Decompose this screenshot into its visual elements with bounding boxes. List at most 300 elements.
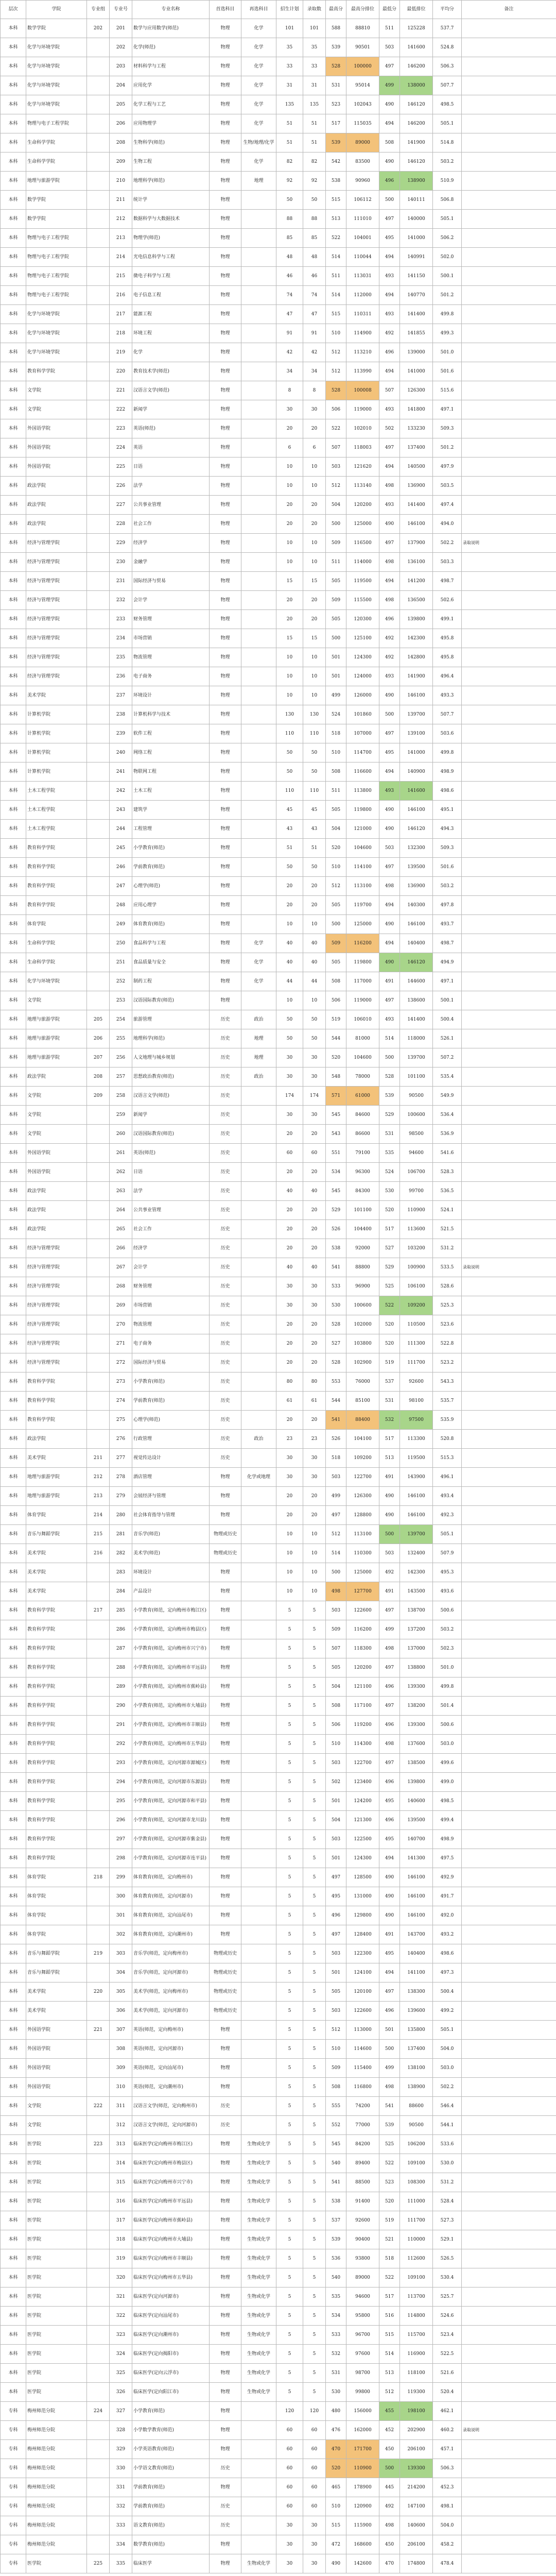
table-cell: 139800 xyxy=(400,1773,433,1792)
table-cell: 470 xyxy=(379,2554,400,2573)
table-cell: 33 xyxy=(303,57,326,76)
table-cell: 503.2 xyxy=(433,1620,462,1639)
table-cell: 建筑学 xyxy=(132,801,210,820)
table-cell: 242 xyxy=(110,782,132,801)
table-cell: 本科 xyxy=(1,2059,26,2078)
table-cell xyxy=(462,286,556,305)
table-cell: 77000 xyxy=(346,2116,379,2135)
table-cell: 本科 xyxy=(1,1487,26,1506)
table-cell xyxy=(87,2383,110,2402)
table-cell: 140400 xyxy=(400,1944,433,1963)
table-cell: 10 xyxy=(276,991,303,1010)
table-cell: 128500 xyxy=(346,1868,379,1887)
table-cell: 141800 xyxy=(400,400,433,419)
table-cell: 5 xyxy=(303,1792,326,1811)
table-cell: 5 xyxy=(276,1868,303,1887)
table-cell: 267 xyxy=(110,1258,132,1277)
table-cell xyxy=(87,2478,110,2497)
table-cell: 118300 xyxy=(346,1639,379,1658)
table-cell: 506 xyxy=(326,991,346,1010)
table-cell: 网络工程 xyxy=(132,743,210,762)
table-cell: 外国语学院 xyxy=(26,1163,87,1182)
table-cell: 588 xyxy=(326,19,346,38)
table-row xyxy=(1,1048,556,1067)
table-cell: 土木工程学院 xyxy=(26,782,87,801)
table-cell: 505 xyxy=(326,572,346,591)
table-cell: 15 xyxy=(276,629,303,648)
table-cell: 国际经济与贸易 xyxy=(132,1353,210,1372)
table-cell xyxy=(241,1106,276,1125)
table-cell: 505.1 xyxy=(433,114,462,133)
table-cell: 490 xyxy=(379,953,400,972)
table-cell: 534 xyxy=(326,1163,346,1182)
table-cell: 91 xyxy=(276,324,303,343)
table-cell xyxy=(87,172,110,191)
table-cell: 外国语学院 xyxy=(26,419,87,438)
table-cell xyxy=(462,1182,556,1201)
table-cell: 临床医学(定向梅州市大埔县) xyxy=(132,2230,210,2249)
table-cell: 522 xyxy=(326,419,346,438)
table-cell xyxy=(87,991,110,1010)
table-cell: 51 xyxy=(276,114,303,133)
table-cell: 258 xyxy=(110,1087,132,1106)
table-row xyxy=(1,1087,556,1106)
table-cell: 5 xyxy=(303,2021,326,2040)
table-cell: 医学院 xyxy=(26,2135,87,2154)
table-cell: 15 xyxy=(303,629,326,648)
table-cell: 139700 xyxy=(400,705,433,724)
table-row xyxy=(1,2535,556,2554)
table-cell: 35 xyxy=(303,38,326,57)
table-cell: 专科 xyxy=(1,2554,26,2573)
table-cell: 146100 xyxy=(400,1906,433,1925)
table-cell xyxy=(87,1411,110,1430)
table-row xyxy=(1,2287,556,2307)
table-cell: 31 xyxy=(303,76,326,95)
table-cell: 552 xyxy=(326,2116,346,2135)
table-cell: 历史 xyxy=(210,1201,241,1220)
table-row xyxy=(1,2021,556,2040)
table-cell: 504.0 xyxy=(433,2040,462,2059)
table-cell: 520.4 xyxy=(433,2383,462,2402)
table-cell: 232 xyxy=(110,591,132,610)
table-row xyxy=(1,400,556,419)
table-cell xyxy=(241,1525,276,1544)
table-cell: 509 xyxy=(326,591,346,610)
table-cell: 137600 xyxy=(400,1735,433,1754)
table-cell: 本科 xyxy=(1,2154,26,2173)
table-cell: 490 xyxy=(379,915,400,934)
table-row xyxy=(1,133,556,152)
table-cell: 临床医学(定向梅州市平远县) xyxy=(132,2192,210,2211)
table-cell: 507.7 xyxy=(433,705,462,724)
table-cell: 316 xyxy=(110,2192,132,2211)
table-cell: 146100 xyxy=(400,1868,433,1887)
table-row xyxy=(1,2459,556,2478)
table-row xyxy=(1,2078,556,2097)
table-cell: 84600 xyxy=(346,1106,379,1125)
table-cell: 496 xyxy=(379,610,400,629)
table-cell: 138900 xyxy=(400,2078,433,2097)
table-cell: 117000 xyxy=(346,972,379,991)
table-cell: 物理 xyxy=(210,858,241,877)
table-cell: 本科 xyxy=(1,1048,26,1067)
table-cell: 本科 xyxy=(1,1716,26,1735)
table-row xyxy=(1,2002,556,2021)
table-cell: 本科 xyxy=(1,610,26,629)
table-cell: 本科 xyxy=(1,1220,26,1239)
table-cell: 496 xyxy=(379,1677,400,1697)
table-cell xyxy=(241,1620,276,1639)
table-cell xyxy=(462,1716,556,1735)
table-cell: 85 xyxy=(303,229,326,248)
table-cell: 534 xyxy=(326,2307,346,2326)
table-cell: 497 xyxy=(379,1601,400,1620)
table-cell xyxy=(87,801,110,820)
table-cell: 520 xyxy=(326,1048,346,1067)
table-cell: 英语 xyxy=(132,438,210,457)
table-cell: 116600 xyxy=(346,762,379,782)
table-cell: 124200 xyxy=(346,1792,379,1811)
table-cell: 本科 xyxy=(1,1144,26,1163)
table-cell: 509 xyxy=(326,1620,346,1639)
table-cell: 217 xyxy=(110,305,132,324)
table-cell: 医学院 xyxy=(26,2192,87,2211)
table-cell xyxy=(241,1849,276,1868)
table-cell: 10 xyxy=(303,534,326,553)
table-cell: 本科 xyxy=(1,400,26,419)
table-cell: 外国语学院 xyxy=(26,2059,87,2078)
table-cell: 74 xyxy=(276,286,303,305)
table-cell: 526.5 xyxy=(433,2249,462,2268)
table-cell: 490 xyxy=(379,1868,400,1887)
table-cell: 516 xyxy=(379,2307,400,2326)
table-cell: 物理 xyxy=(210,2078,241,2097)
table-cell: 549.9 xyxy=(433,1087,462,1106)
table-cell: 5 xyxy=(303,1868,326,1887)
table-cell: 5 xyxy=(303,2154,326,2173)
table-cell: 本科 xyxy=(1,1811,26,1830)
table-cell: 324 xyxy=(110,2345,132,2364)
table-cell: 500 xyxy=(326,629,346,648)
table-cell: 5 xyxy=(276,1658,303,1677)
table-cell: 外国语学院 xyxy=(26,2078,87,2097)
table-cell: 历史 xyxy=(210,1067,241,1087)
table-cell: 地理与旅游学院 xyxy=(26,1487,87,1506)
table-cell xyxy=(241,1563,276,1582)
table-cell: 541 xyxy=(326,1258,346,1277)
table-cell: 527 xyxy=(326,1334,346,1353)
table-cell xyxy=(462,1392,556,1411)
table-cell: 本科 xyxy=(1,782,26,801)
table-cell: 本科 xyxy=(1,1620,26,1639)
table-cell: 494 xyxy=(379,457,400,477)
table-cell: 501.4 xyxy=(433,1697,462,1716)
table-cell: 40 xyxy=(303,953,326,972)
table-cell: 507 xyxy=(326,1639,346,1658)
table-cell: 60 xyxy=(303,2478,326,2497)
table-cell: 530 xyxy=(379,1182,400,1201)
table-cell: 542 xyxy=(326,152,346,172)
table-cell: 临床医学(定向梅州市梅县区) xyxy=(132,2154,210,2173)
table-cell: 本科 xyxy=(1,1430,26,1449)
table-cell: 138200 xyxy=(400,1697,433,1716)
table-cell xyxy=(241,896,276,915)
table-cell: 90400 xyxy=(346,2230,379,2249)
table-cell: 10 xyxy=(276,667,303,686)
table-cell: 499.8 xyxy=(433,1677,462,1697)
table-cell: 体育学院 xyxy=(26,1887,87,1906)
table-cell: 500 xyxy=(379,1048,400,1067)
table-cell xyxy=(241,286,276,305)
table-cell: 本科 xyxy=(1,953,26,972)
table-cell xyxy=(462,762,556,782)
table-cell: 20 xyxy=(303,610,326,629)
table-cell: 146120 xyxy=(400,820,433,839)
table-cell: 5 xyxy=(303,1601,326,1620)
table-cell: 540 xyxy=(326,2268,346,2287)
table-cell: 111700 xyxy=(400,1353,433,1372)
table-cell: 5 xyxy=(276,1792,303,1811)
table-cell: 212 xyxy=(110,210,132,229)
table-cell: 20 xyxy=(303,1506,326,1525)
table-cell: 物理 xyxy=(210,553,241,572)
table-cell: 物理 xyxy=(210,705,241,724)
table-cell: 512 xyxy=(379,2383,400,2402)
table-cell: 5 xyxy=(276,1925,303,1944)
table-cell xyxy=(87,2078,110,2097)
table-cell: 241 xyxy=(110,762,132,782)
table-cell: 20 xyxy=(303,496,326,515)
table-cell xyxy=(462,248,556,267)
table-cell xyxy=(87,1849,110,1868)
table-cell xyxy=(241,2516,276,2535)
table-cell: 230 xyxy=(110,553,132,572)
table-cell: 34 xyxy=(276,362,303,381)
table-cell: 生物或化学 xyxy=(241,2135,276,2154)
table-cell: 30 xyxy=(303,400,326,419)
table-cell: 5 xyxy=(303,1849,326,1868)
table-cell: 50 xyxy=(303,1010,326,1029)
table-cell: 数据科学与大数据技术 xyxy=(132,210,210,229)
table-cell: 学前教育(师范) xyxy=(132,2478,210,2497)
table-cell: 497 xyxy=(379,57,400,76)
table-row xyxy=(1,553,556,572)
table-cell: 208 xyxy=(87,1067,110,1087)
table-cell: 本科 xyxy=(1,896,26,915)
table-cell: 140770 xyxy=(400,286,433,305)
table-cell: 507 xyxy=(379,381,400,400)
table-cell: 174 xyxy=(303,1087,326,1106)
table-cell: 小学教育(师范) xyxy=(132,839,210,858)
table-cell xyxy=(241,267,276,286)
table-cell: 528 xyxy=(326,1353,346,1372)
table-cell: 汉语言文学(师范，定向梅州市) xyxy=(132,2097,210,2116)
table-cell: 206 xyxy=(110,114,132,133)
table-cell: 医学院 xyxy=(26,2287,87,2307)
table-cell: 专科 xyxy=(1,2478,26,2497)
table-cell xyxy=(87,724,110,743)
table-cell: 141100 xyxy=(400,1963,433,1982)
table-cell xyxy=(87,248,110,267)
table-cell: 497 xyxy=(379,1754,400,1773)
table-cell: 139500 xyxy=(400,1811,433,1830)
table-cell: 政治 xyxy=(241,1430,276,1449)
table-cell: 88800 xyxy=(346,1258,379,1277)
table-cell: 本科 xyxy=(1,1982,26,2002)
table-cell: 263 xyxy=(110,1182,132,1201)
table-cell: 临床医学(定向梅州市丰顺县) xyxy=(132,2249,210,2268)
table-cell: 497 xyxy=(379,1697,400,1716)
table-cell: 光电信息科学与工程 xyxy=(132,248,210,267)
table-cell: 本科 xyxy=(1,1411,26,1430)
table-cell: 478.4 xyxy=(433,2554,462,2573)
column-header: 学院 xyxy=(26,1,87,19)
table-cell: 133230 xyxy=(400,419,433,438)
table-cell xyxy=(87,2287,110,2307)
table-cell: 物理或历史 xyxy=(210,1944,241,1963)
table-cell: 物理或历史 xyxy=(210,1982,241,2002)
table-cell xyxy=(241,591,276,610)
table-cell: 76000 xyxy=(346,1372,379,1392)
table-cell: 501 xyxy=(326,1963,346,1982)
table-cell xyxy=(87,2268,110,2287)
table-cell: 507.9 xyxy=(433,1544,462,1563)
table-cell: 493 xyxy=(379,400,400,419)
table-cell: 139100 xyxy=(400,724,433,743)
table-cell: 美术学院 xyxy=(26,1449,87,1468)
table-cell: 本科 xyxy=(1,724,26,743)
table-cell: 504 xyxy=(326,820,346,839)
table-cell: 物理 xyxy=(210,1830,241,1849)
table-cell xyxy=(462,1697,556,1716)
table-cell: 临床医学(定向梅州市梅江区) xyxy=(132,2135,210,2154)
table-cell: 526 xyxy=(326,1430,346,1449)
table-cell: 梅州师范分院 xyxy=(26,2459,87,2478)
table-cell: 本科 xyxy=(1,648,26,667)
table-cell: 物理 xyxy=(210,839,241,858)
table-cell: 47 xyxy=(276,305,303,324)
table-cell xyxy=(462,2307,556,2326)
table-row xyxy=(1,95,556,114)
table-cell: 139300 xyxy=(400,2459,433,2478)
table-cell: 微电子科学与工程 xyxy=(132,267,210,286)
table-cell xyxy=(87,2516,110,2535)
table-cell xyxy=(87,2326,110,2345)
table-cell: 494 xyxy=(379,896,400,915)
table-cell: 历史 xyxy=(210,1353,241,1372)
table-cell: 30 xyxy=(303,1449,326,1468)
table-cell xyxy=(241,1201,276,1220)
table-cell: 141900 xyxy=(400,667,433,686)
table-cell xyxy=(462,629,556,648)
table-cell: 139700 xyxy=(400,1048,433,1067)
table-cell: 524.8 xyxy=(433,38,462,57)
table-cell: 139800 xyxy=(400,610,433,629)
table-row xyxy=(1,191,556,210)
table-cell: 313 xyxy=(110,2135,132,2154)
table-cell: 500.4 xyxy=(433,1010,462,1029)
table-cell: 法学 xyxy=(132,477,210,496)
table-cell: 历史 xyxy=(210,1296,241,1315)
table-cell: 536 xyxy=(326,2249,346,2268)
table-cell: 494.9 xyxy=(433,953,462,972)
table-cell: 113300 xyxy=(400,1430,433,1449)
table-cell: 61 xyxy=(276,1392,303,1411)
table-cell: 物理 xyxy=(210,1735,241,1754)
table-cell xyxy=(241,381,276,400)
table-cell: 23 xyxy=(276,1430,303,1449)
table-cell: 497.9 xyxy=(433,457,462,477)
table-cell: 138700 xyxy=(400,1601,433,1620)
table-cell xyxy=(87,648,110,667)
table-cell: 504 xyxy=(326,496,346,515)
table-cell xyxy=(87,1277,110,1296)
table-cell: 492 xyxy=(379,1563,400,1582)
table-cell: 261 xyxy=(110,1144,132,1163)
table-cell: 新闻学 xyxy=(132,1106,210,1125)
table-cell: 30 xyxy=(303,2535,326,2554)
table-cell: 财务管理 xyxy=(132,1277,210,1296)
table-cell: 教育科学学院 xyxy=(26,1697,87,1716)
table-row xyxy=(1,1792,556,1811)
table-cell xyxy=(462,1411,556,1430)
table-cell: 493.6 xyxy=(433,1582,462,1601)
table-cell: 88400 xyxy=(346,1411,379,1430)
table-cell: 141400 xyxy=(400,1010,433,1029)
table-cell: 美术学(师范，定向梅州市) xyxy=(132,1982,210,2002)
table-cell: 533 xyxy=(326,2326,346,2345)
table-cell xyxy=(87,1887,110,1906)
table-cell xyxy=(462,1067,556,1087)
table-cell: 500.6 xyxy=(433,1716,462,1735)
table-cell: 5 xyxy=(276,2040,303,2059)
table-cell: 录取说明 xyxy=(462,2421,556,2440)
table-cell: 5 xyxy=(276,2364,303,2383)
table-cell: 81000 xyxy=(346,1029,379,1048)
table-cell: 经济与管理学院 xyxy=(26,667,87,686)
table-cell: 539 xyxy=(326,133,346,152)
table-cell: 本科 xyxy=(1,915,26,934)
table-cell: 497.3 xyxy=(433,1963,462,1982)
table-cell: 物理 xyxy=(210,267,241,286)
table-cell: 物理 xyxy=(210,1925,241,1944)
table-cell: 46 xyxy=(303,267,326,286)
table-cell: 496 xyxy=(379,343,400,362)
table-cell: 515 xyxy=(326,191,346,210)
table-cell: 生命科学学院 xyxy=(26,152,87,172)
table-cell: 5 xyxy=(303,1754,326,1773)
table-row xyxy=(1,1277,556,1296)
table-cell: 494.3 xyxy=(433,820,462,839)
table-cell: 本科 xyxy=(1,1277,26,1296)
table-cell: 物理与电子工程学院 xyxy=(26,229,87,248)
table-row xyxy=(1,2135,556,2154)
table-cell: 162000 xyxy=(346,2421,379,2440)
table-cell: 文学院 xyxy=(26,1106,87,1125)
table-cell: 327 xyxy=(110,2402,132,2421)
table-cell: 79100 xyxy=(346,1144,379,1163)
table-cell: 120200 xyxy=(346,496,379,515)
table-cell: 物流管理 xyxy=(132,648,210,667)
table-cell: 本科 xyxy=(1,286,26,305)
table-row xyxy=(1,782,556,801)
table-cell: 环境设计 xyxy=(132,686,210,705)
table-cell: 494 xyxy=(379,248,400,267)
table-cell: 历史 xyxy=(210,1449,241,1468)
table-cell: 本科 xyxy=(1,2040,26,2059)
table-cell xyxy=(87,1563,110,1582)
